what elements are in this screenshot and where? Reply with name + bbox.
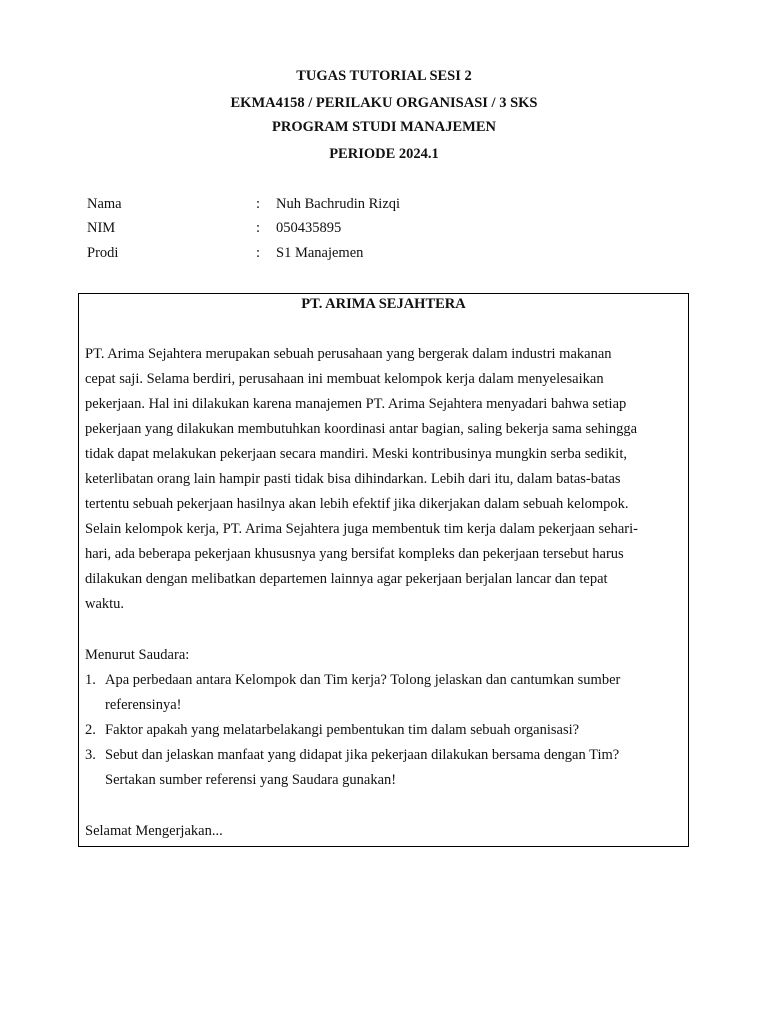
case-paragraph-line: hari, ada beberapa pekerjaan khususnya yang bersifat kompleks dan pekerjaan tersebut harus [85,546,624,562]
student-nim-value: 050435895 [276,220,342,236]
question-3-text-cont: Sertakan sumber referensi yang Saudara gunakan! [105,772,397,788]
case-paragraph-line: Selain kelompok kerja, PT. Arima Sejahtera juga membentuk tim kerja dalam pekerjaan sehari- [85,521,638,537]
case-paragraph-line: tertentu sebuah pekerjaan hasilnya akan lebih efektif jika dikerjakan dalam sebuah kelompok. [85,496,629,512]
case-study-box [78,293,689,847]
case-paragraph-line: tidak dapat melakukan pekerjaan secara mandiri. Meski kontribusinya mungkin serba sedikit, [85,446,627,462]
question-1-text: Apa perbedaan antara Kelompok dan Tim kerja? Tolong jelaskan dan cantumkan sumber [105,672,621,688]
document-title: TUGAS TUTORIAL SESI 2 [296,68,472,84]
student-name-label: Nama [87,196,122,212]
student-nim-colon: : [256,220,261,236]
case-paragraph-line: PT. Arima Sejahtera merupakan sebuah perusahaan yang bergerak dalam industri makanan [85,346,612,362]
case-title: PT. ARIMA SEJAHTERA [301,296,466,312]
case-paragraph-line: pekerjaan yang dilakukan membutuhkan koordinasi antar bagian, saling bekerja sama sehingga [85,421,638,437]
question-2-number: 2. [85,722,96,738]
student-prodi-colon: : [256,245,261,261]
student-prodi-value: S1 Manajemen [276,245,364,261]
course-code: EKMA4158 / PERILAKU ORGANISASI / 3 SKS [230,95,538,111]
question-3-number: 3. [85,747,96,763]
question-3-text: Sebut dan jelaskan manfaat yang didapat jika pekerjaan dilakukan bersama dengan Tim? [105,747,620,763]
question-1-text-cont: referensinya! [105,697,182,713]
study-program: PROGRAM STUDI MANAJEMEN [272,119,496,135]
case-paragraph-line: keterlibatan orang lain hampir pasti tidak bisa dihindarkan. Lebih dari itu, dalam batas-batas [85,471,621,487]
case-paragraph-line: waktu. [85,596,125,612]
closing-text: Selamat Mengerjakan... [85,823,223,839]
question-1-number: 1. [85,672,96,688]
student-name-value: Nuh Bachrudin Rizqi [276,196,401,212]
case-paragraph-line: dilakukan dengan melibatkan departemen lainnya agar pekerjaan berjalan lancar dan tepat [85,571,608,587]
student-nim-label: NIM [87,220,116,236]
case-paragraph-line: cepat saji. Selama berdiri, perusahaan ini membuat kelompok kerja dalam menyelesaikan [85,371,604,387]
questions-intro: Menurut Saudara: [85,647,190,663]
student-name-colon: : [256,196,261,212]
period: PERIODE 2024.1 [329,146,439,162]
case-paragraph-line: pekerjaan. Hal ini dilakukan karena manajemen PT. Arima Sejahtera menyadari bahwa setiap [85,396,627,412]
question-2-text: Faktor apakah yang melatarbelakangi pembentukan tim dalam sebuah organisasi? [105,722,580,738]
student-prodi-label: Prodi [87,245,119,261]
